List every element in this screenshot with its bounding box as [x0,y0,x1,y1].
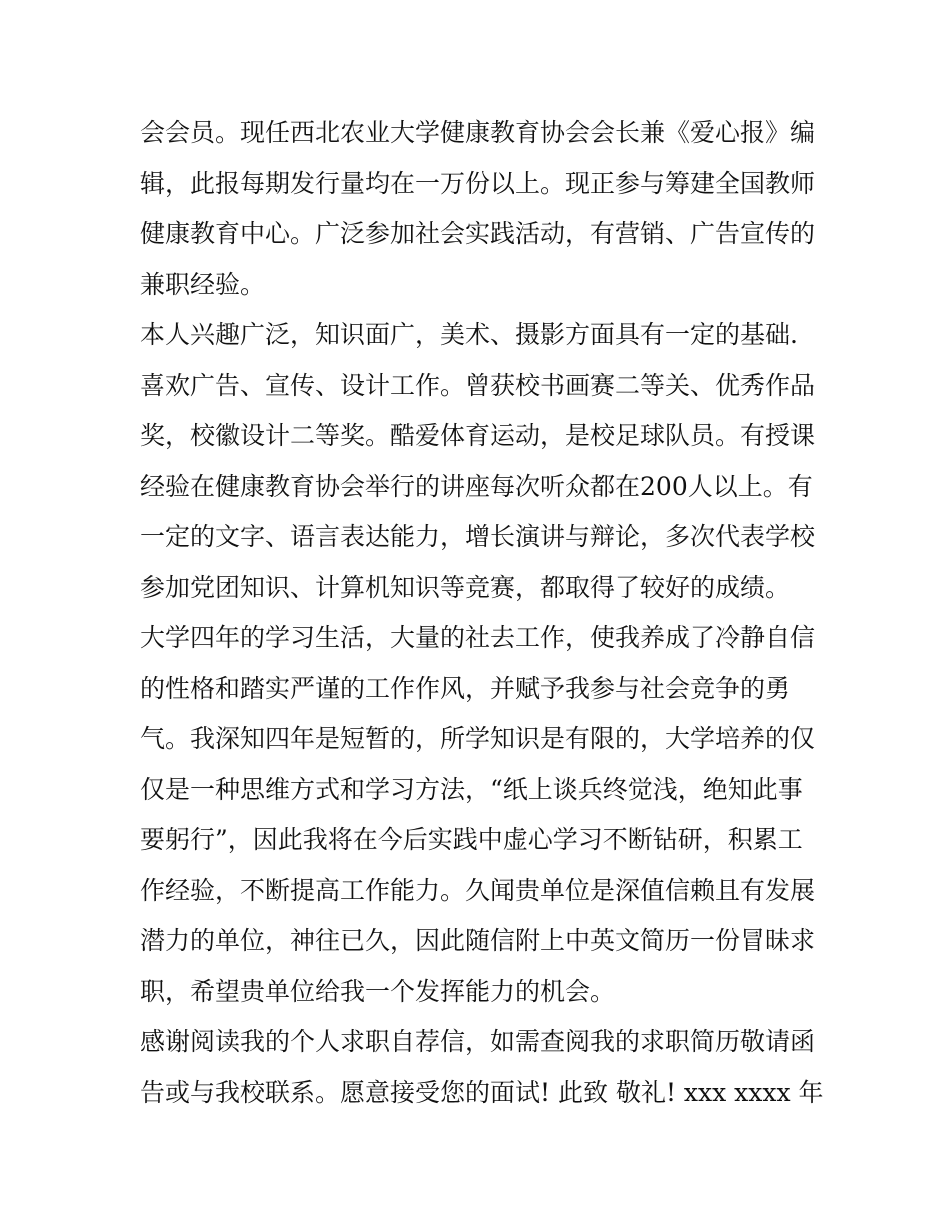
text-line: 经验在健康教育协会举行的讲座每次听众都在200人以上。有 [140,471,813,501]
text-line: 的性格和踏实严谨的工作作风，并赋予我参与社会竞争的勇 [140,673,791,703]
text-line: 参加党团知识、计算机知识等竞赛，都取得了较好的成绩。 [140,572,791,602]
text-line: 奖，校徽设计二等奖。酷爱体育运动，是校足球队员。有授课 [140,421,816,450]
text-line: 大学四年的学习生活，大量的社去工作，使我养成了冷静自信 [140,623,816,652]
text-line: 告或与我校联系。愿意接受您的面试! 此致 敬礼! xxx xxxx 年 [140,1077,824,1107]
text-line: 辑，此报每期发行量均在一万份以上。现正参与筹建全国教师 [140,168,816,198]
text-line: 仅是一种思维方式和学习方法，“纸上谈兵终觉浅，绝知此事 [140,774,803,804]
text-line: 潜力的单位，神往已久，因此随信附上中英文简历一份冒昧求 [140,926,816,955]
text-line: 要躬行”，因此我将在今后实践中虚心学习不断钻研，积累工 [140,825,803,854]
text-line: 兼职经验。 [140,269,266,299]
letter-body [140,108,824,1118]
text-line: 感谢阅读我的个人求职自荐信，如需查阅我的求职简历敬请函 [140,1027,816,1056]
text-line: 健康教育中心。广泛参加社会实践活动，有营销、广告宣传的 [140,219,816,248]
text-line: 作经验，不断提高工作能力。久闻贵单位是深值信赖且有发展 [140,875,816,905]
text-line: 喜欢广告、宣传、设计工作。曾获校书画赛二等关、优秀作品 [140,370,816,400]
text-line: 职，希望贵单位给我一个发挥能力的机会。 [140,976,616,1006]
text-line: 气。我深知四年是短暂的，所学知识是有限的，大学培养的仅 [140,724,816,753]
text-line: 本人兴趣广泛，知识面广，美术、摄影方面具有一定的基础. [140,320,798,349]
text-line: 会会员。现任西北农业大学健康教育协会会长兼《爱心报》编 [140,118,816,147]
text-line: 一定的文字、语言表达能力，增长演讲与辩论，多次代表学校 [140,522,816,551]
